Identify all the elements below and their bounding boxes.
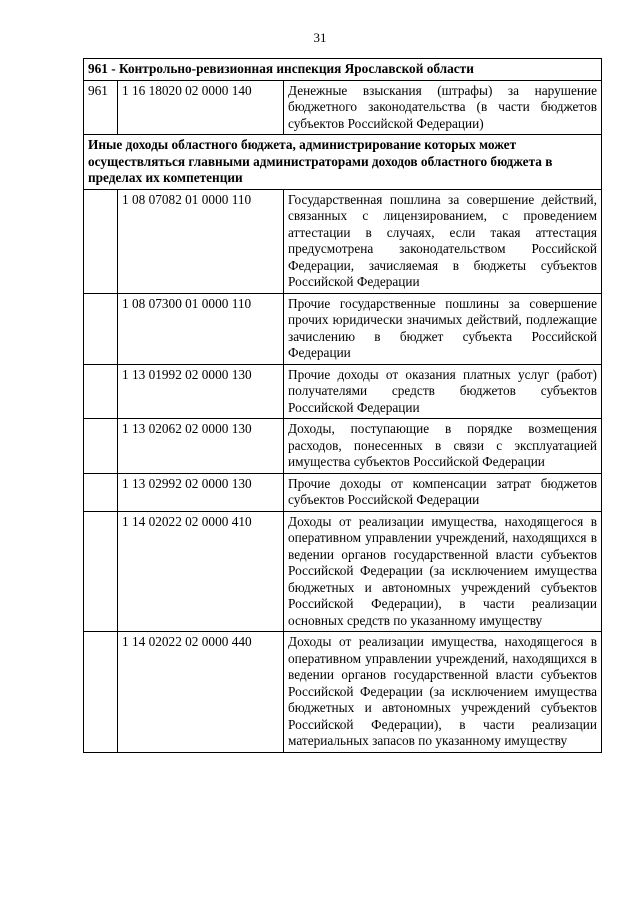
section-header-961	[84, 59, 602, 81]
revenue-code-cell: 1 13 01992 02 0000 130	[118, 364, 284, 419]
table-row	[84, 511, 602, 632]
admin-code-cell	[84, 419, 118, 474]
admin-code-cell	[84, 632, 118, 753]
table-row	[84, 419, 602, 474]
table-row	[84, 80, 602, 135]
revenue-name-cell: Прочие доходы от компенсации затрат бюджетов субъектов Российской Федерации	[284, 473, 602, 511]
revenue-code-cell: 1 14 02022 02 0000 440	[118, 632, 284, 753]
admin-code-cell	[84, 473, 118, 511]
table-row	[84, 632, 602, 753]
revenue-name-cell: Государственная пошлина за совершение действий, связанных с лицензированием, с проведением аттестации в случаях, если такая аттестация предусмотрена законодательством Российской Федерации, зачисляемая в бюджеты субъектов Российской Федерации	[284, 189, 602, 293]
section-title: Иные доходы областного бюджета, администрирование которых может осуществляться главными администраторами доходов областного бюджета в пределах их компетенции	[84, 135, 602, 190]
revenue-name-cell: Доходы, поступающие в порядке возмещения расходов, понесенных в связи с эксплуатацией имущества субъектов Российской Федерации	[284, 419, 602, 474]
table-row	[84, 473, 602, 511]
revenue-code-cell: 1 14 02022 02 0000 410	[118, 511, 284, 632]
admin-code-cell	[84, 293, 118, 364]
revenue-code-cell: 1 13 02992 02 0000 130	[118, 473, 284, 511]
section-header-other	[84, 135, 602, 190]
table-row	[84, 293, 602, 364]
revenue-code-cell: 1 08 07300 01 0000 110	[118, 293, 284, 364]
table-row	[84, 364, 602, 419]
revenue-name-cell: Денежные взыскания (штрафы) за нарушение бюджетного законодательства (в части бюджетов субъектов Российской Федерации)	[284, 80, 602, 135]
revenue-code-cell: 1 16 18020 02 0000 140	[118, 80, 284, 135]
revenue-name-cell: Прочие государственные пошлины за совершение прочих юридически значимых действий, подлежащие зачислению в бюджет субъекта Российской Федерации	[284, 293, 602, 364]
revenue-code-cell: 1 08 07082 01 0000 110	[118, 189, 284, 293]
admin-code-cell	[84, 189, 118, 293]
section-title: 961 - Контрольно-ревизионная инспекция Ярославской области	[84, 59, 602, 81]
admin-code-cell: 961	[84, 80, 118, 135]
table-row	[84, 189, 602, 293]
admin-code-cell	[84, 364, 118, 419]
revenue-code-cell: 1 13 02062 02 0000 130	[118, 419, 284, 474]
revenue-name-cell: Доходы от реализации имущества, находящегося в оперативном управлении учреждений, находящихся в ведении органов государственной власти субъектов Российской Федерации (за исключением имущества бюджетных и автономных учреждений субъектов Российской Федерации), в части реализации основных средств по указанному имуществу	[284, 511, 602, 632]
revenue-table	[83, 58, 602, 753]
revenue-name-cell: Доходы от реализации имущества, находящегося в оперативном управлении учреждений, находящихся в ведении органов государственной власти субъектов Российской Федерации (за исключением имущества бюджетных и автономных учреждений субъектов Российской Федерации), в части реализации материальных запасов по указанному имуществу	[284, 632, 602, 753]
page-number: 31	[313, 30, 327, 45]
admin-code-cell	[84, 511, 118, 632]
revenue-name-cell: Прочие доходы от оказания платных услуг (работ) получателями средств бюджетов субъектов Российской Федерации	[284, 364, 602, 419]
